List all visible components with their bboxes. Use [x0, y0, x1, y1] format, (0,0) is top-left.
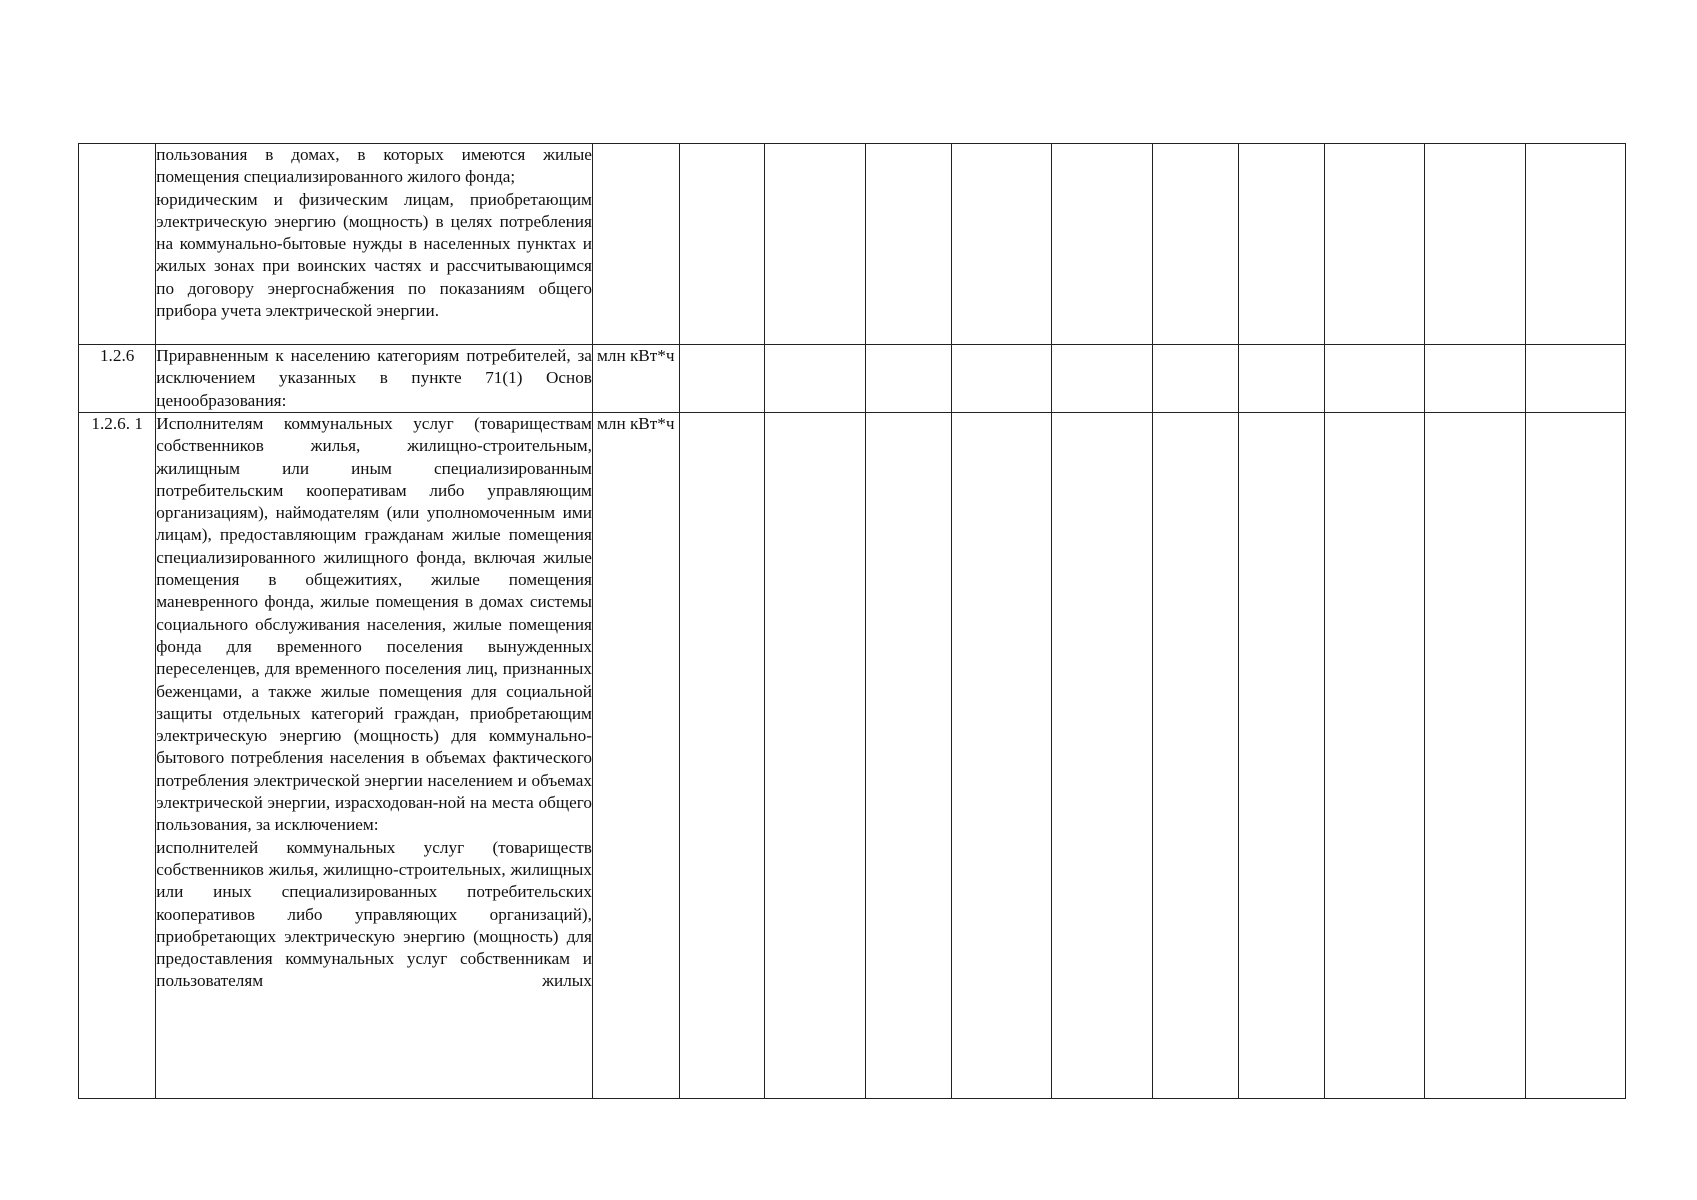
row-number: 1.2.6. 1 [79, 413, 156, 1099]
value-cell [679, 345, 765, 413]
value-cell [952, 413, 1052, 1099]
value-cell [1525, 413, 1625, 1099]
row-unit [592, 144, 679, 345]
row-number [79, 144, 156, 345]
value-cell [865, 413, 952, 1099]
value-cell [1052, 345, 1152, 413]
value-cell [1152, 144, 1239, 345]
value-cell [765, 345, 865, 413]
description-paragraph: Приравненным к населению категориям потребителей, за исключением указанных в пункте 71(1) Основ ценообразования: [156, 346, 592, 410]
description-paragraph: пользования в домах, в которых имеются жилые помещения специализированного жилого фонда; [156, 145, 592, 187]
value-cell [1325, 413, 1425, 1099]
value-cell [1152, 345, 1239, 413]
row-number: 1.2.6 [79, 345, 156, 413]
value-cell [1325, 345, 1425, 413]
description-paragraph: исполнителей коммунальных услуг (товариществ собственников жилья, жилищно-строительных, жилищных или иных специализированных потребительских кооперативов либо управляющих организаций), приобретающих электрическую энергию (мощность) для предоставления коммунальных услуг собственникам и пользователям жилых [156, 837, 592, 991]
value-cell [1052, 144, 1152, 345]
row-description [156, 345, 593, 413]
row-description [156, 413, 593, 1099]
row-unit: млн кВт*ч [592, 345, 679, 413]
value-cell [865, 345, 952, 413]
value-cell [1425, 413, 1525, 1099]
value-cell [765, 144, 865, 345]
value-cell [1325, 144, 1425, 345]
table-row [79, 345, 1626, 413]
value-cell [865, 144, 952, 345]
value-cell [1239, 345, 1325, 413]
value-cell [679, 413, 765, 1099]
description-paragraph: Исполнителям коммунальных услуг (товариществам собственников жилья, жилищно-строительным, жилищным или иным специализированным потребительским кооперативам либо управляющим организациям), наймодателям (или уполномоченным ими лицам), предоставляющим гражданам жилые помещения специализированного жилищного фонда, включая жилые помещения в общежитиях, жилые помещения маневренного фонда, жилые помещения в домах системы социального обслуживания населения, жилые помещения фонда для временного поселения вынужденных переселенцев, для временного поселения лиц, признанных беженцами, а также жилые помещения для социальной защиты отдельных категорий граждан, приобретающим электрическую энергию (мощность) для коммунально-бытового потребления населения в объемах фактического потребления электрической энергии населением и объемах электрической энергии, израсходован-ной на места общего пользования, за исключением: [156, 414, 592, 835]
value-cell [1425, 144, 1525, 345]
value-cell [1239, 144, 1325, 345]
value-cell [952, 345, 1052, 413]
value-cell [1152, 413, 1239, 1099]
description-paragraph: юридическим и физическим лицам, приобретающим электрическую энергию (мощность) в целях потребления на коммунально-бытовые нужды в населенных пунктах и жилых зонах при воинских частях и рассчитывающимся по договору энергоснабжения по показаниям общего прибора учета электрической энергии. [156, 189, 592, 321]
value-cell [679, 144, 765, 345]
value-cell [1239, 413, 1325, 1099]
table-row [79, 144, 1626, 345]
value-cell [1052, 413, 1152, 1099]
row-unit: млн кВт*ч [592, 413, 679, 1099]
value-cell [952, 144, 1052, 345]
value-cell [1525, 345, 1625, 413]
table-row [79, 413, 1626, 1099]
row-description [156, 144, 593, 345]
value-cell [1525, 144, 1625, 345]
data-table [78, 143, 1626, 1099]
value-cell [765, 413, 865, 1099]
value-cell [1425, 345, 1525, 413]
